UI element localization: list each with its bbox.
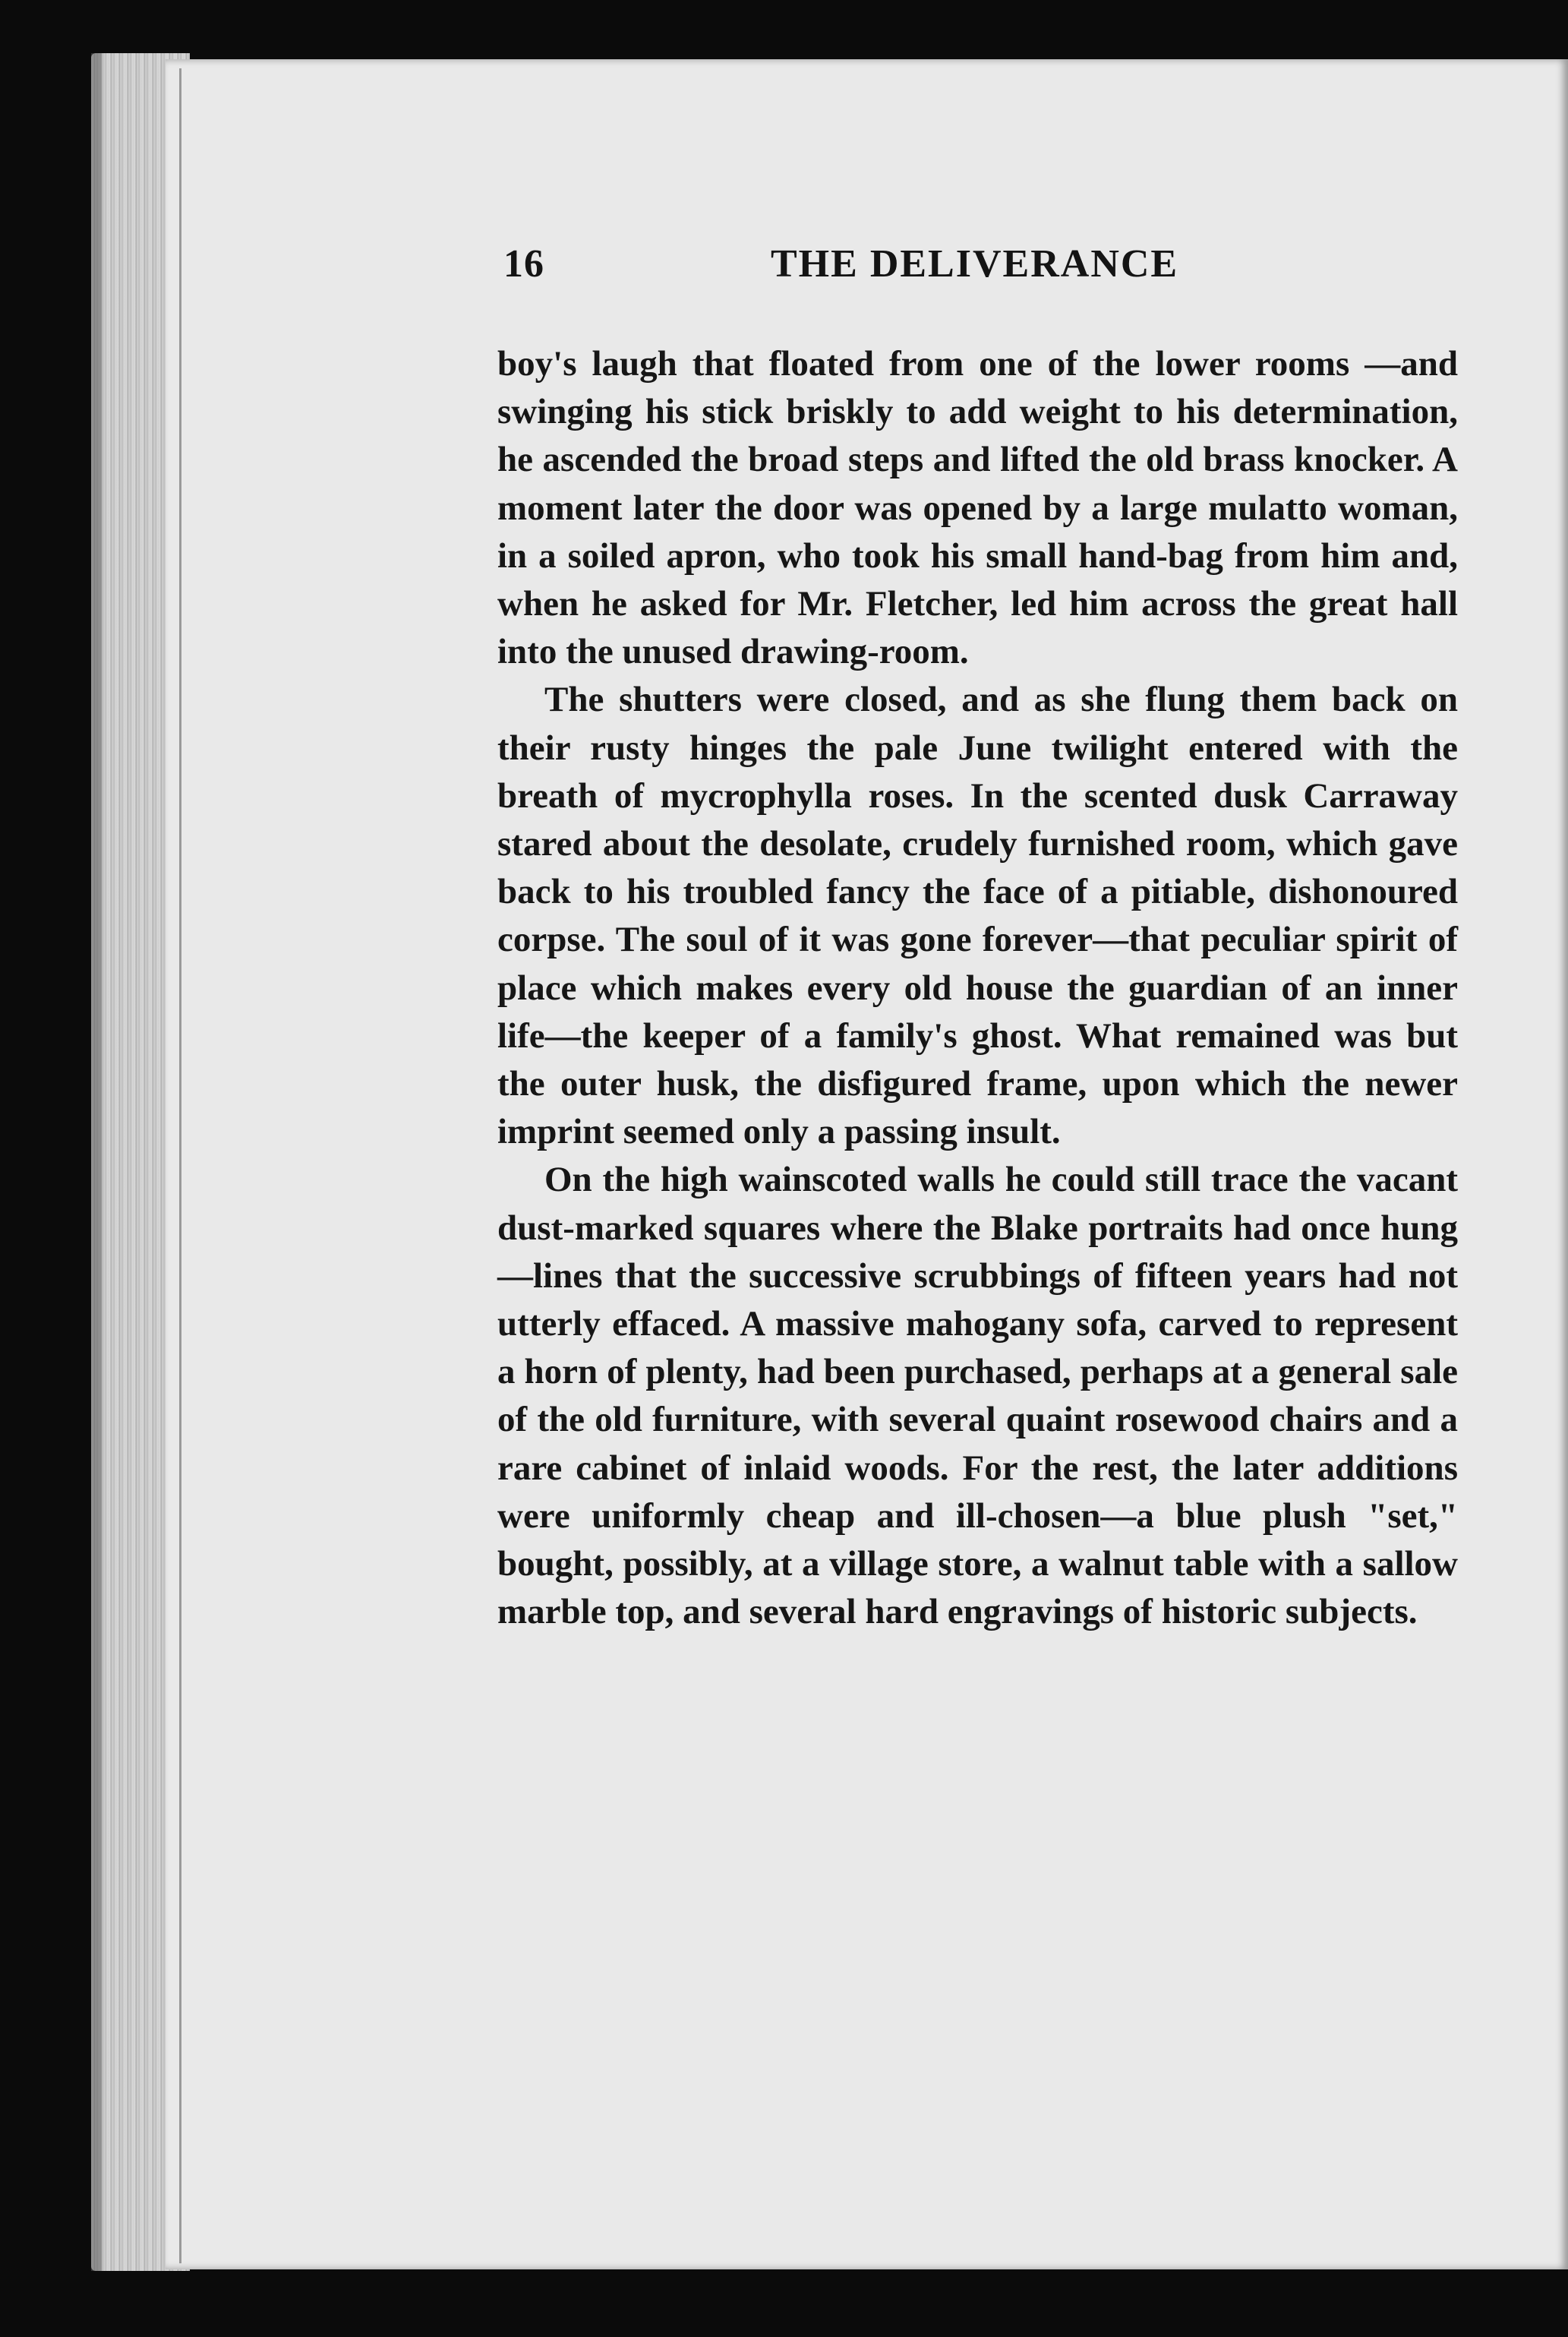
paragraph-3: On the high wainscoted walls he could still trace the vacant dust-marked squares where the Blake portraits had once hung—lines that the successive scrubbings of fifteen years had not utterly effaced. A massive mahogany sofa, carved to represent a horn of plenty, had been purchased, perhaps at a general sale of the old furniture, with several quaint rosewood chairs and a rare cabinet of inlaid woods. For the rest, the later additions were uniformly cheap and ill-chosen—a blue plush "set," bought, possibly, at a village store, a walnut table with a sallow marble top, and several hard engravings of historic subjects.: [497, 1160, 1458, 1632]
page-gutter-line: [179, 68, 181, 2263]
paragraph-2: The shutters were closed, and as she flung them back on their rusty hinges the pale June twilight entered with the breath of mycrophylla roses. In the scented dusk Carraway stared about the desolate, crudely furnished room, which gave back to his troubled fancy the face of a pitiable, dishonoured corpse. The soul of it was gone forever—that peculiar spirit of place which makes every old house the guardian of an inner life—the keeper of a family's ghost. What remained was but the outer husk, the disfigured frame, upon which the newer imprint seemed only a passing insult.: [497, 680, 1458, 1152]
paragraph-1: boy's laugh that floated from one of the lower rooms —and swinging his stick briskly to add weight to his determination, he ascended the broad steps and lifted the old brass knocker. A moment later the door was opened by a large mulatto woman, in a soiled apron, who took his small hand-bag from him and, when he asked for Mr. Fletcher, led him across the great hall into the unused drawing-room.: [497, 344, 1458, 672]
page-number: 16: [503, 242, 544, 286]
body-text: [497, 340, 1458, 1636]
page-header: [497, 242, 1477, 302]
running-title: THE DELIVERANCE: [771, 242, 1179, 286]
book-spine-shadow: [91, 53, 102, 2271]
